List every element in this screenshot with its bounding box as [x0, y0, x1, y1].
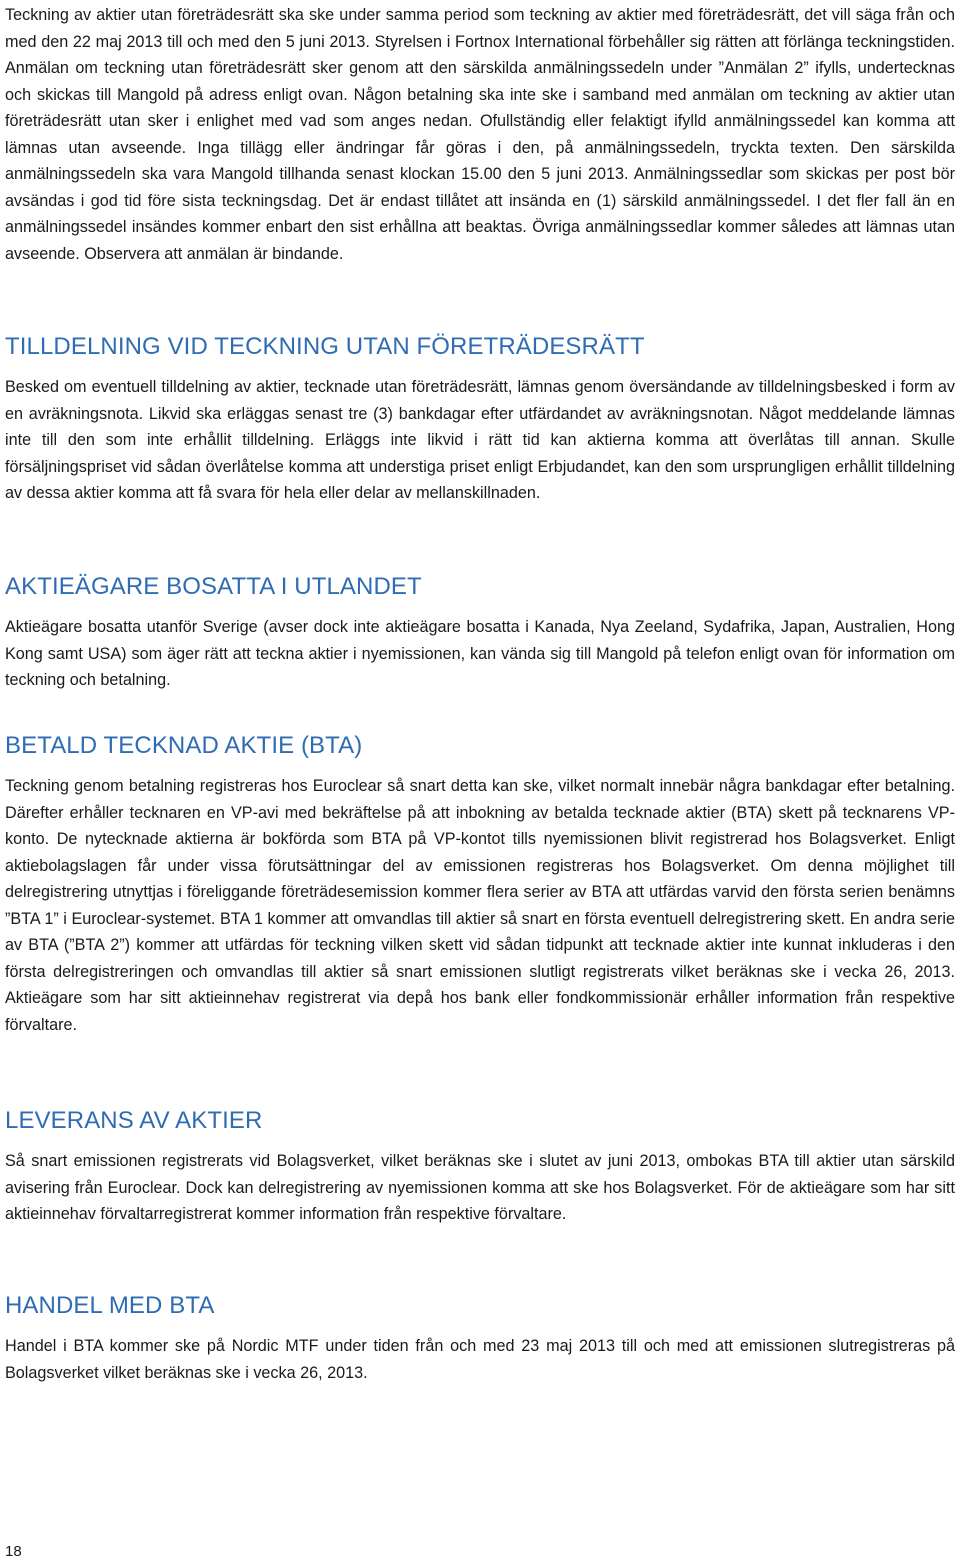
intro-section [5, 2, 955, 267]
bta-paragraph: Teckning genom betalning registreras hos Euroclear så snart detta kan ske, vilket normalt innebär några bankdagar efter betalning. Därefter erhåller tecknaren en VP-avi med bekräftelse på att inbokning av betalda tecknade aktier (BTA) skett på tecknarens VP-konto. De nytecknade aktierna är bokförda som BTA på VP-kontot tills nyemissionen blivit registrerad hos Bolagsverket. Enligt aktiebolagslagen får under vissa förutsättningar del av emissionen registreras hos Bolagsverket. Om denna möjlighet till delregistrering utnyttjas i föreliggande företrädesemission kommer flera serier av BTA att utfärdas varvid den första serien benämns ”BTA 1” i Euroclear-systemet. BTA 1 kommer att omvandlas till aktier så snart en första eventuell delregistrering skett. En andra serie av BTA (”BTA 2”) kommer att utfärdas för teckning vilken skett vid sådan tidpunkt att tecknade aktier inte kunnat inkluderas i den första delregistreringen och omvandlas till aktier så snart emissionen slutligt registrerats vilket beräknas ske i vecka 26, 2013. Aktieägare som har sitt aktieinnehav registrerat via depå hos bank eller fondkommissionär erhåller information från respektive förvaltare. [5, 777, 955, 1034]
utlandet-paragraph: Aktieägare bosatta utanför Sverige (avser dock inte aktieägare bosatta i Kanada, Nya Zeeland, Sydafrika, Japan, Australien, Hong Kong samt USA) som äger rätt att teckna aktier i nyemissionen, kan vända sig till Mangold på telefon enligt ovan för information om teckning och betalning. [5, 618, 955, 689]
handel-paragraph: Handel i BTA kommer ske på Nordic MTF under tiden från och med 23 maj 2013 till och med att emissionen slutregistreras på Bolagsverket vilket beräknas ske i vecka 26, 2013. [5, 1337, 955, 1382]
tilldelning-heading: TILLDELNING VID TECKNING UTAN FÖRETRÄDESRÄTT [5, 333, 645, 360]
utlandet-section [5, 572, 955, 694]
utlandet-heading: AKTIEÄGARE BOSATTA I UTLANDET [5, 573, 422, 600]
handel-section [5, 1291, 955, 1386]
handel-heading: HANDEL MED BTA [5, 1292, 215, 1319]
tilldelning-section [5, 332, 955, 507]
leverans-section [5, 1106, 955, 1228]
intro-paragraph: Teckning av aktier utan företrädesrätt ska ske under samma period som teckning av aktier med företrädesrätt, det vill säga från och med den 22 maj 2013 till och med den 5 juni 2013. Styrelsen i Fortnox International förbehåller sig rätten att förlänga teckningstiden. Anmälan om teckning utan företrädesrätt sker genom att den särskilda anmälningssedeln under ”Anmälan 2” ifylls, undertecknas och skickas till Mangold på adress enligt ovan. Någon betalning ska inte ske i samband med anmälan om teckning av aktier utan företrädesrätt utan sker i enlighet med vad som anges nedan. Ofullständig eller felaktigt ifylld anmälningssedel kan komma att lämnas utan avseende. Inga tillägg eller ändringar får göras i den, på anmälningssedeln, tryckta texten. Den särskilda anmälningssedeln ska vara Mangold tillhanda senast klockan 15.00 den 5 juni 2013. Anmälningssedlar som skickas per post bör avsändas i god tid före sista teckningsdag. Det är endast tillåtet att insända en (1) särskild anmälningssedel. I det fler fall än en anmälningssedel insändes kommer enbart den sist erhållna att beaktas. Övriga anmälningssedlar kommer således att lämnas utan avseende. Observera att anmälan är bindande. [5, 6, 955, 263]
bta-heading: BETALD TECKNAD AKTIE (BTA) [5, 732, 363, 759]
bta-section [5, 731, 955, 1038]
tilldelning-paragraph: Besked om eventuell tilldelning av aktier, tecknade utan företrädesrätt, lämnas genom översändande av tilldelningsbesked i form av en avräkningsnota. Likvid ska erläggas senast tre (3) bankdagar efter utfärdandet av avräkningsnotan. Något meddelande lämnas inte till den som inte erhållit tilldelning. Erläggs inte likvid i rätt tid kan aktierna komma att överlåtas till annan. Skulle försäljningspriset vid sådan överlåtelse komma att understiga priset enligt Erbjudandet, kan den som ursprungligen erhållit tilldelning av dessa aktier komma att få svara för hela eller delar av mellanskillnaden. [5, 378, 955, 502]
leverans-paragraph: Så snart emissionen registrerats vid Bolagsverket, vilket beräknas ske i slutet av juni 2013, ombokas BTA till aktier utan särskild avisering från Euroclear. Dock kan delregistrering av nyemissionen komma att ske hos Bolagsverket. För de aktieägare som har sitt aktieinnehav förvaltarregistrerat kommer information från respektive förvaltare. [5, 1152, 955, 1223]
leverans-heading: LEVERANS AV AKTIER [5, 1107, 263, 1134]
page-number: 18 [5, 1543, 22, 1560]
